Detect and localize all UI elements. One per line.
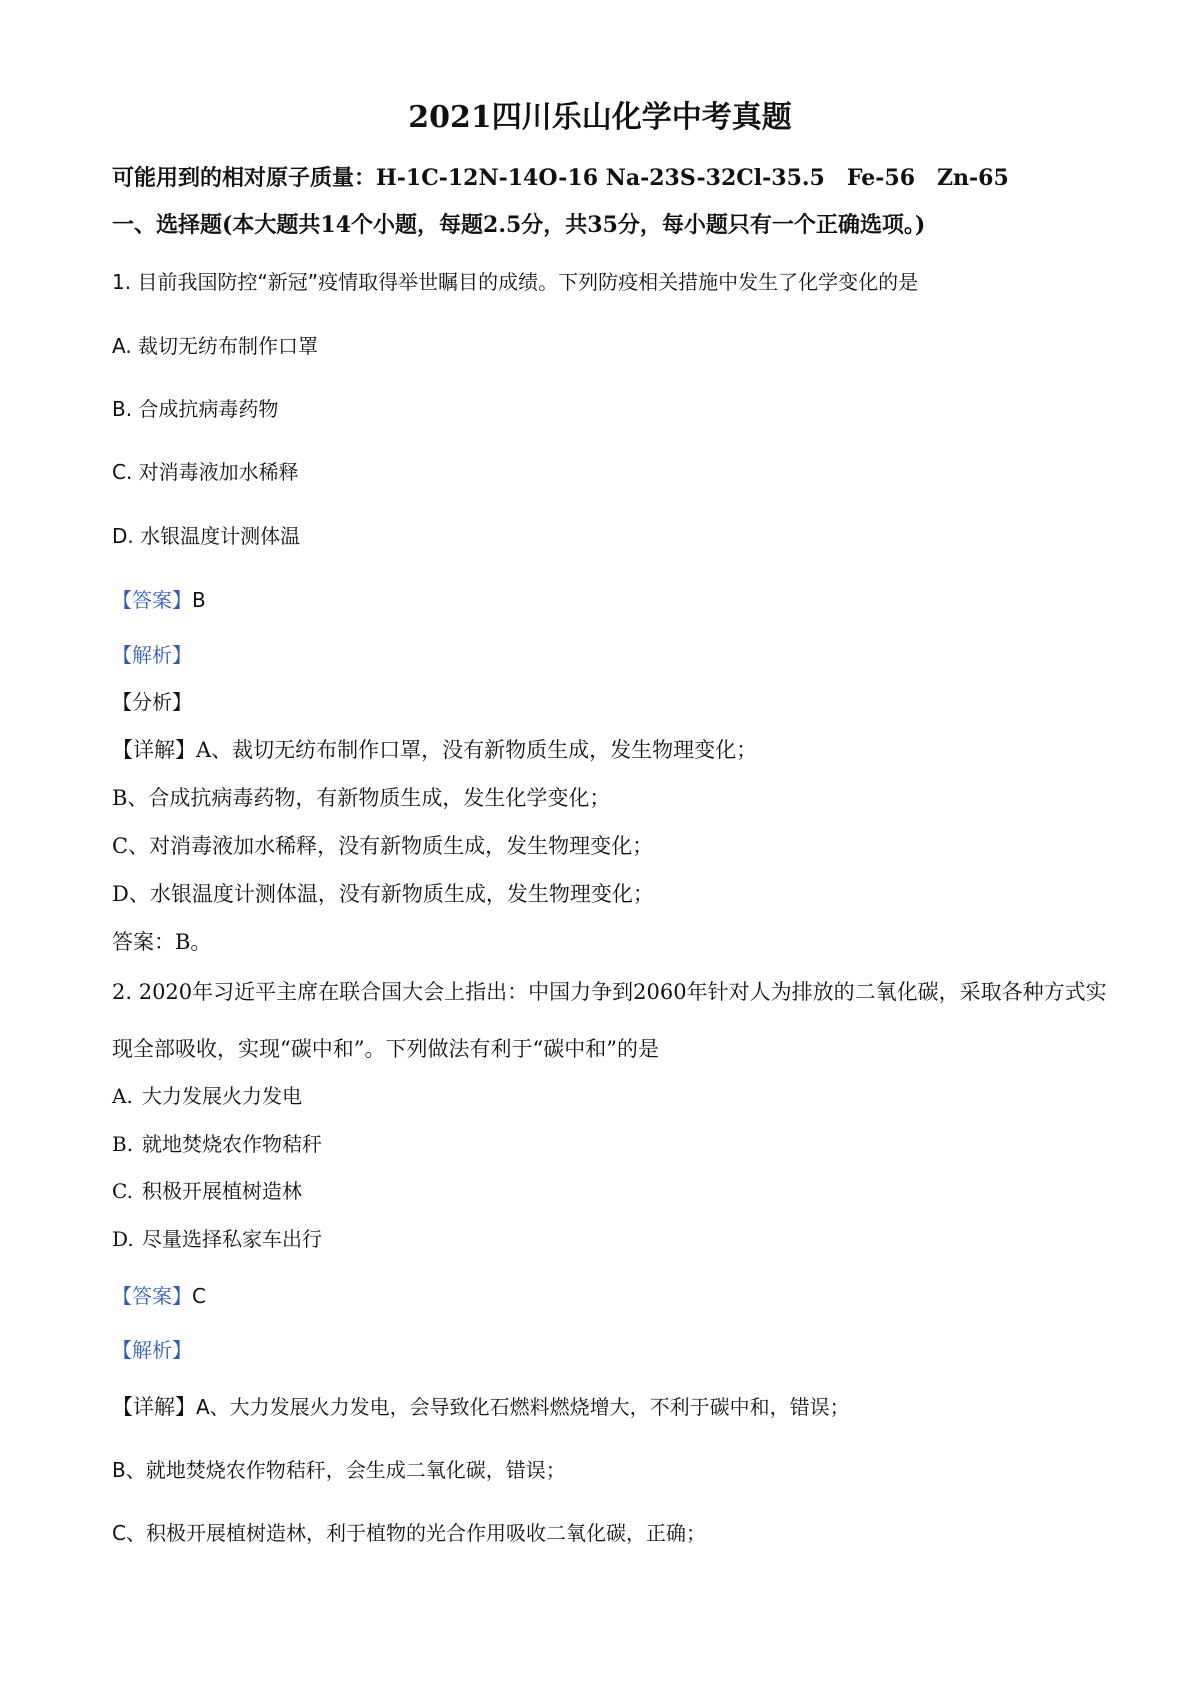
- q1-detail-line-2: B、合成抗病毒药物，有新物质生成，发生化学变化；: [112, 786, 611, 810]
- answer-value: B: [192, 588, 206, 612]
- option-letter: A.: [112, 1084, 133, 1108]
- q1-option-d: D. 水银温度计测体温: [112, 524, 301, 548]
- q1-detail-line-5: 答案：B。: [112, 930, 212, 954]
- detail-text: A、裁切无纺布制作口罩，没有新物质生成，发生物理变化；: [196, 738, 758, 762]
- q1-detail-line-3: C、对消毒液加水稀释，没有新物质生成，发生物理变化；: [112, 834, 654, 858]
- q2-option-a: [112, 1082, 302, 1110]
- q1-detail-line-4: D、水银温度计测体温，没有新物质生成，发生物理变化；: [112, 882, 654, 906]
- q1-option-b: B. 合成抗病毒药物: [112, 397, 279, 421]
- page-title: 2021四川乐山化学中考真题: [408, 100, 792, 135]
- q1-option-a: A. 裁切无纺布制作口罩: [112, 334, 319, 358]
- q2-option-c: [112, 1177, 302, 1205]
- question-1-stem: 1. 目前我国防控“新冠”疫情取得举世瞩目的成绩。下列防疫相关措施中发生了化学变化的是: [112, 270, 919, 294]
- q1-answer: [112, 586, 206, 614]
- q2-detail-line-1: [112, 1393, 850, 1421]
- option-letter: B.: [112, 1132, 134, 1156]
- q1-option-c: C. 对消毒液加水稀释: [112, 460, 299, 484]
- q2-answer: [112, 1282, 206, 1310]
- atomic-mass-line: 可能用到的相对原子质量：H-1C-12N-14O-16 Na-23S-32Cl-35.5 Fe-56 Zn-65: [112, 165, 1009, 191]
- option-text: 尽量选择私家车出行: [142, 1227, 322, 1251]
- q1-fenxi-tag: 【分析】: [112, 690, 192, 714]
- question-2-stem-line-1: 2. 2020年习近平主席在联合国大会上指出：中国力争到2060年针对人为排放的二氧化碳，采取各种方式实: [112, 980, 1107, 1004]
- answer-tag: 【答案】: [112, 1284, 192, 1308]
- q2-option-b: [112, 1130, 322, 1158]
- q2-option-d: [112, 1225, 322, 1253]
- option-letter: D.: [112, 1227, 134, 1251]
- q2-detail-line-3: C、积极开展植树造林，利于植物的光合作用吸收二氧化碳，正确；: [112, 1521, 706, 1545]
- detail-tag: 【详解】: [112, 738, 196, 762]
- q1-detail-line-1: [112, 736, 757, 764]
- option-text: 大力发展火力发电: [142, 1084, 302, 1108]
- question-2-stem-line-2: 现全部吸收，实现“碳中和”。下列做法有利于“碳中和”的是: [112, 1037, 659, 1061]
- answer-tag: 【答案】: [112, 588, 192, 612]
- answer-value: C: [192, 1284, 206, 1308]
- option-text: 积极开展植树造林: [142, 1179, 302, 1203]
- q2-analysis-tag: 【解析】: [112, 1338, 192, 1362]
- detail-tag: 【详解】: [112, 1395, 196, 1419]
- option-letter: C.: [112, 1179, 133, 1203]
- detail-text: A、大力发展火力发电，会导致化石燃料燃烧增大，不利于碳中和，错误；: [196, 1395, 850, 1419]
- option-text: 就地焚烧农作物秸秆: [142, 1132, 322, 1156]
- q2-detail-line-2: B、就地焚烧农作物秸秆，会生成二氧化碳，错误；: [112, 1458, 566, 1482]
- section-heading: 一、选择题(本大题共14个小题，每题2.5分，共35分，每小题只有一个正确选项。): [112, 212, 926, 238]
- q1-analysis-tag: 【解析】: [112, 643, 192, 667]
